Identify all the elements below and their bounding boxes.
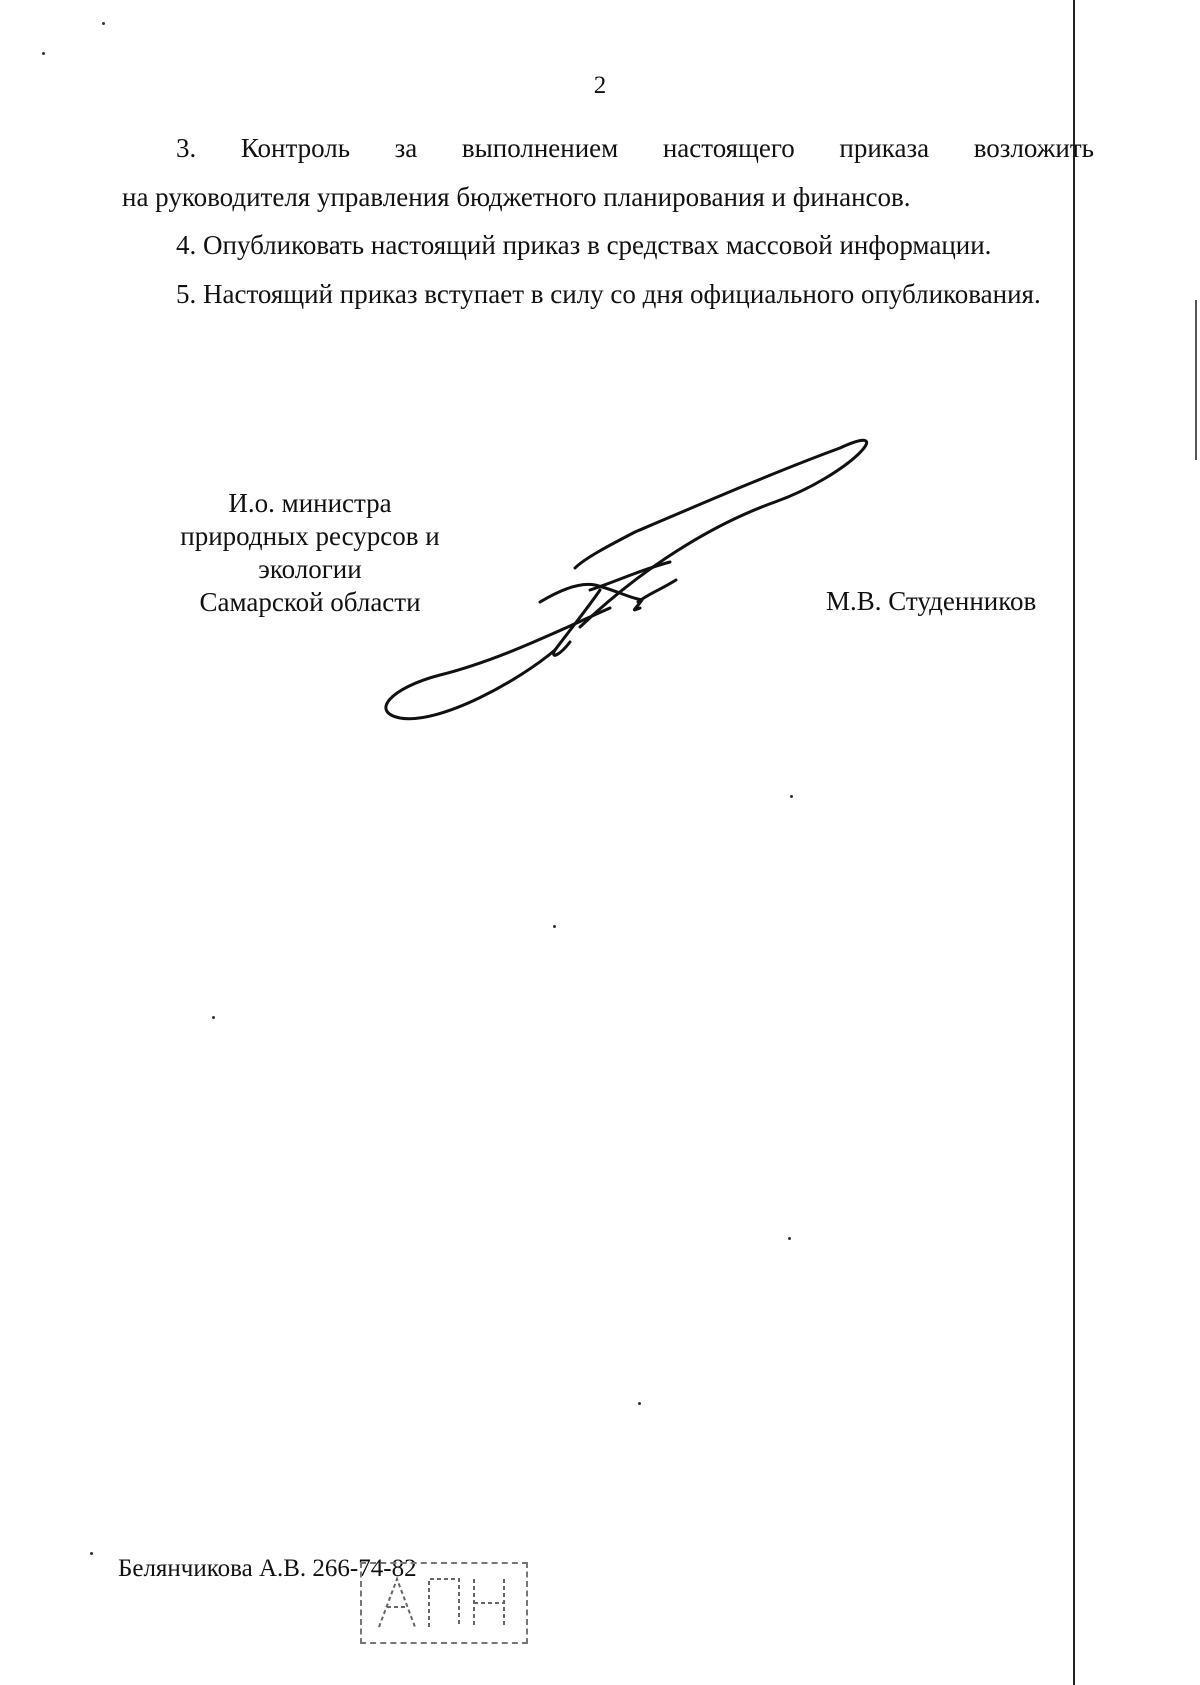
scan-speck	[102, 22, 105, 25]
scan-speck	[212, 1016, 215, 1019]
position-line: экологии	[258, 554, 362, 584]
position-line: природных ресурсов и	[180, 521, 440, 551]
executor-contact: Белянчикова А.В. 266-74-82	[118, 1555, 417, 1582]
stamp-lettering-icon	[369, 1571, 519, 1635]
paragraph-3-word: настоящего	[662, 133, 795, 163]
handwritten-signature	[380, 430, 900, 730]
paragraph-3-word: за	[394, 133, 418, 163]
paragraph-3-word: возложить	[973, 133, 1094, 163]
signer-name: М.В. Студенников	[826, 586, 1037, 616]
paragraph-3-line-1	[176, 131, 1094, 165]
scan-speck	[790, 795, 793, 798]
scan-speck	[553, 925, 556, 928]
paragraph-3-word: Контроль	[240, 133, 351, 163]
paragraph-4: 4. Опубликовать настоящий приказ в средствах массовой информации.	[176, 230, 992, 260]
position-line: И.о. министра	[228, 488, 392, 518]
paragraph-3-word: выполнением	[461, 133, 619, 163]
page-number: 2	[593, 72, 607, 99]
scan-speck	[788, 1237, 791, 1240]
scan-edge-line	[1073, 0, 1075, 1685]
scan-edge-line-secondary	[1195, 300, 1197, 460]
registration-stamp	[360, 1562, 528, 1644]
paragraph-3-word: 3.	[176, 133, 197, 163]
position-line: Самарской области	[199, 587, 421, 617]
scan-speck	[42, 52, 45, 55]
scan-speck	[90, 1552, 93, 1555]
scan-speck	[638, 1402, 641, 1405]
paragraph-5: 5. Настоящий приказ вступает в силу со дня официального опубликования.	[176, 279, 1041, 309]
paragraph-3-word: приказа	[839, 133, 930, 163]
paragraph-3-line-2: на руководителя управления бюджетного планирования и финансов.	[122, 182, 911, 212]
